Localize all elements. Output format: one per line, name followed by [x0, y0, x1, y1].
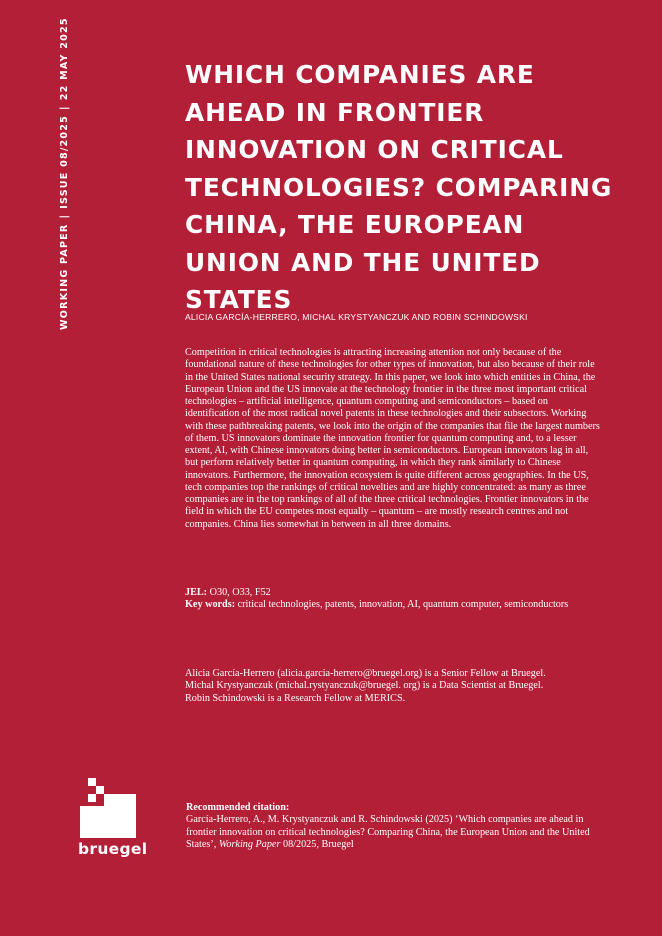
author-bios — [185, 668, 615, 705]
recommended-citation — [186, 802, 606, 851]
keywords-line — [185, 599, 605, 611]
citation-series: Working Paper — [218, 838, 281, 850]
logo-square-small-3 — [88, 794, 96, 802]
paper-title: WHICH COMPANIES ARE AHEAD IN FRONTIER INNOVATION ON CRITICAL TECHNOLOGIES? COMPARING CHINA, THE EUROPEAN UNION AND THE UNITED STATES — [185, 60, 613, 314]
citation-text-after: 08/2025, Bruegel — [280, 838, 354, 850]
logo-square-small-2 — [96, 786, 104, 794]
side-separator-1: | — [59, 213, 70, 219]
citation-text — [186, 814, 606, 851]
side-series: WORKING PAPER — [59, 223, 70, 330]
side-issue: ISSUE 08/2025 — [59, 114, 70, 209]
logo-wordmark: bruegel — [78, 840, 148, 858]
jel-value: O30, O33, F52 — [207, 587, 271, 598]
bio-line: Alicia García-Herrero (alicia.garcia-herrero@bruegel.org) is a Senior Fellow at Bruegel. — [185, 668, 546, 679]
logo-square-large — [104, 794, 136, 838]
keywords-value: critical technologies, patents, innovation, AI, quantum computer, semiconductors — [235, 599, 569, 611]
jel-line — [185, 587, 605, 599]
bio-line: Robin Schindowski is a Research Fellow at MERICS. — [185, 692, 406, 704]
citation-label: Recommended citation: — [186, 802, 290, 813]
side-date: 22 MAY 2025 — [59, 17, 70, 101]
bruegel-logo — [76, 778, 148, 860]
side-running-header — [58, 17, 72, 330]
logo-square-small-1 — [88, 778, 96, 786]
authors: ALICIA GARCÍA-HERRERO, MICHAL KRYSTYANCZUK AND ROBIN SCHINDOWSKI — [185, 312, 528, 322]
keywords-label: Key words: — [185, 599, 236, 611]
bio-line: Michal Krystyanczuk (michal.rystyanczuk@bruegel. org) is a Data Scientist at Bruegel. — [185, 680, 544, 692]
citation-text-before: García-Herrero, A., M. Krystyanczuk and R. Schindowski (2025) ‘Which companies are ahead in frontier innovation on critical technologies? Comparing China, the European Union and the United States’, — [186, 814, 590, 850]
bruegel-logo-mark — [76, 778, 148, 840]
logo-square-left — [80, 806, 104, 838]
jel-label: JEL: — [185, 587, 208, 598]
classification-block — [185, 587, 605, 612]
abstract: Competition in critical technologies is attracting increasing attention not only because of the foundational nature of these technologies for other types of innovation, but also because of their role in the United States national security strategy. In this paper, we look into which entities in China, the European Union and the US innovate at the technology frontier in the three most important critical technologies – artificial intelligence, quantum computing and semiconductors – based on identification of the most radical novel patents in these technologies and their subsectors. Working with these pathbreaking patents, we look into the origin of the companies that file the largest numbers of them. US innovators dominate the innovation frontier for quantum computing and, to a lesser extent, AI, with Chinese innovators doing better in semiconductors. European innovators lag in all, but perform relatively better in quantum computing, in which they rank similarly to Chinese innovators. Furthermore, the innovation ecosystem is quite different across geographies. In the US, tech companies top the rankings of critical novelties and are highly concentrated: as many as three companies are in the top rankings of all of the three critical technologies. Frontier innovators in the field in which the EU competes most equally – quantum – are mostly research centres and not companies. China lies somewhat in between in all three domains. — [185, 347, 600, 530]
side-separator-2: | — [59, 105, 70, 110]
